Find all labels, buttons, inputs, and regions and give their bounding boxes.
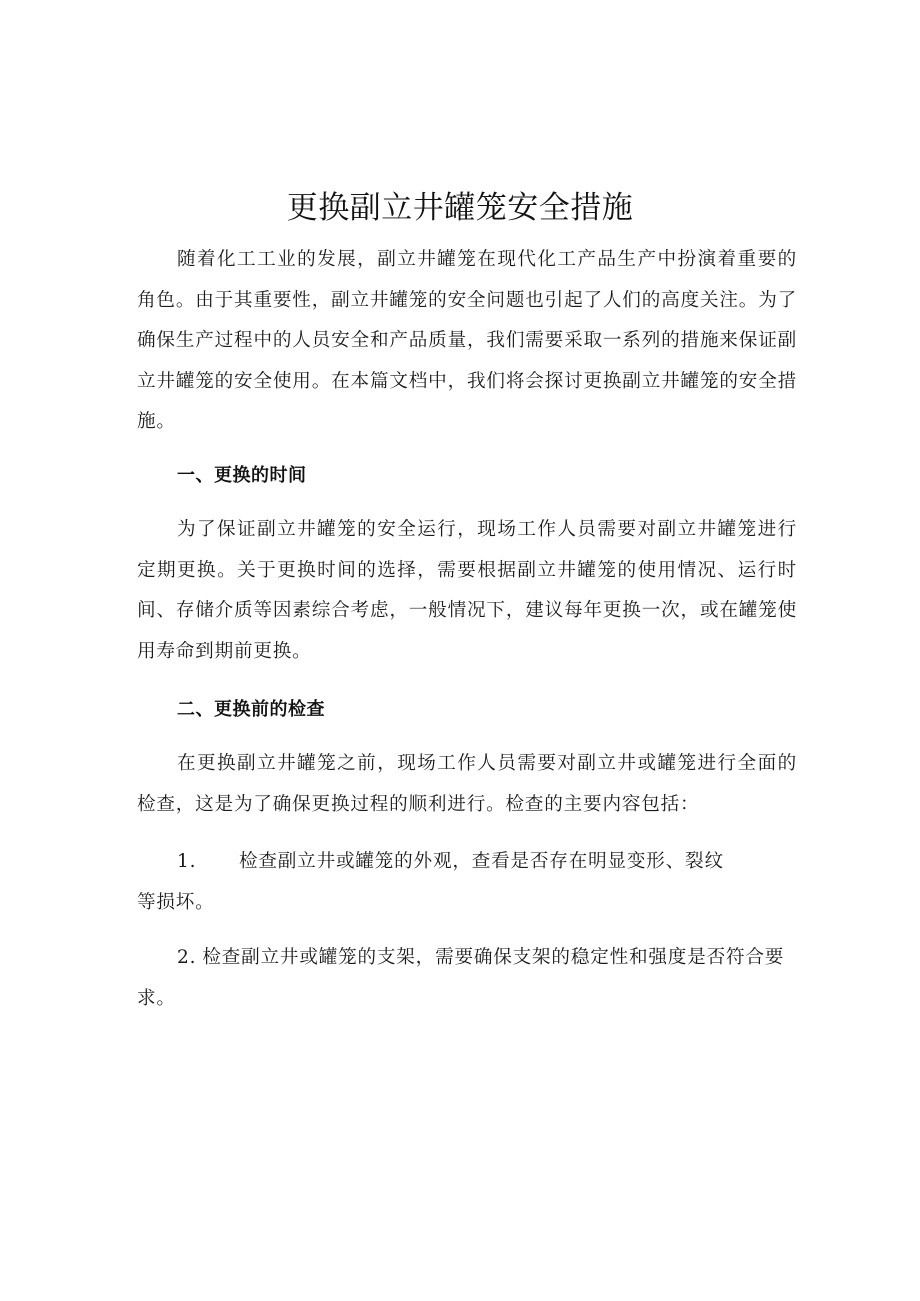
document-title: 更换副立井罐笼安全措施 xyxy=(286,190,634,226)
list-item-text-line2: 等损坏。 xyxy=(137,891,215,913)
list-item-number: 2. xyxy=(177,947,197,968)
list-item-text-line1: 检查副立井或罐笼的外观，查看是否存在明显变形、裂纹 xyxy=(239,851,724,872)
check-list-item-1 xyxy=(137,842,797,923)
section-heading-replacement-time: 一、更换的时间 xyxy=(177,465,307,486)
intro-paragraph: 随着化工工业的发展，副立井罐笼在现代化工产品生产中扮演着重要的角色。由于其重要性，副立井罐笼的安全问题也引起了人们的高度关注。为了确保生产过程中的人员安全和产品质量，我们需要采取一系列的措施来保证副立井罐笼的安全使用。在本篇文档中，我们将会探讨更换副立井罐笼的安全措施。 xyxy=(137,249,797,432)
section-heading-pre-check: 二、更换前的检查 xyxy=(177,699,325,720)
section-body-pre-check: 在更换副立井罐笼之前，现场工作人员需要对副立井或罐笼进行全面的检查，这是为了确保更换过程的顺利进行。检查的主要内容包括： xyxy=(137,753,797,815)
section-body-replacement-time: 为了保证副立井罐笼的安全运行，现场工作人员需要对副立井罐笼进行定期更换。关于更换时间的选择，需要根据副立井罐笼的使用情况、运行时间、存储介质等因素综合考虑，一般情况下，建议每年更换一次，或在罐笼使用寿命到期前更换。 xyxy=(137,519,797,662)
list-item-text: 检查副立井或罐笼的支架，需要确保支架的稳定性和强度是否符合要求。 xyxy=(137,947,785,1009)
check-list-item-2 xyxy=(137,938,797,1019)
list-item-number: 1. xyxy=(177,851,197,872)
